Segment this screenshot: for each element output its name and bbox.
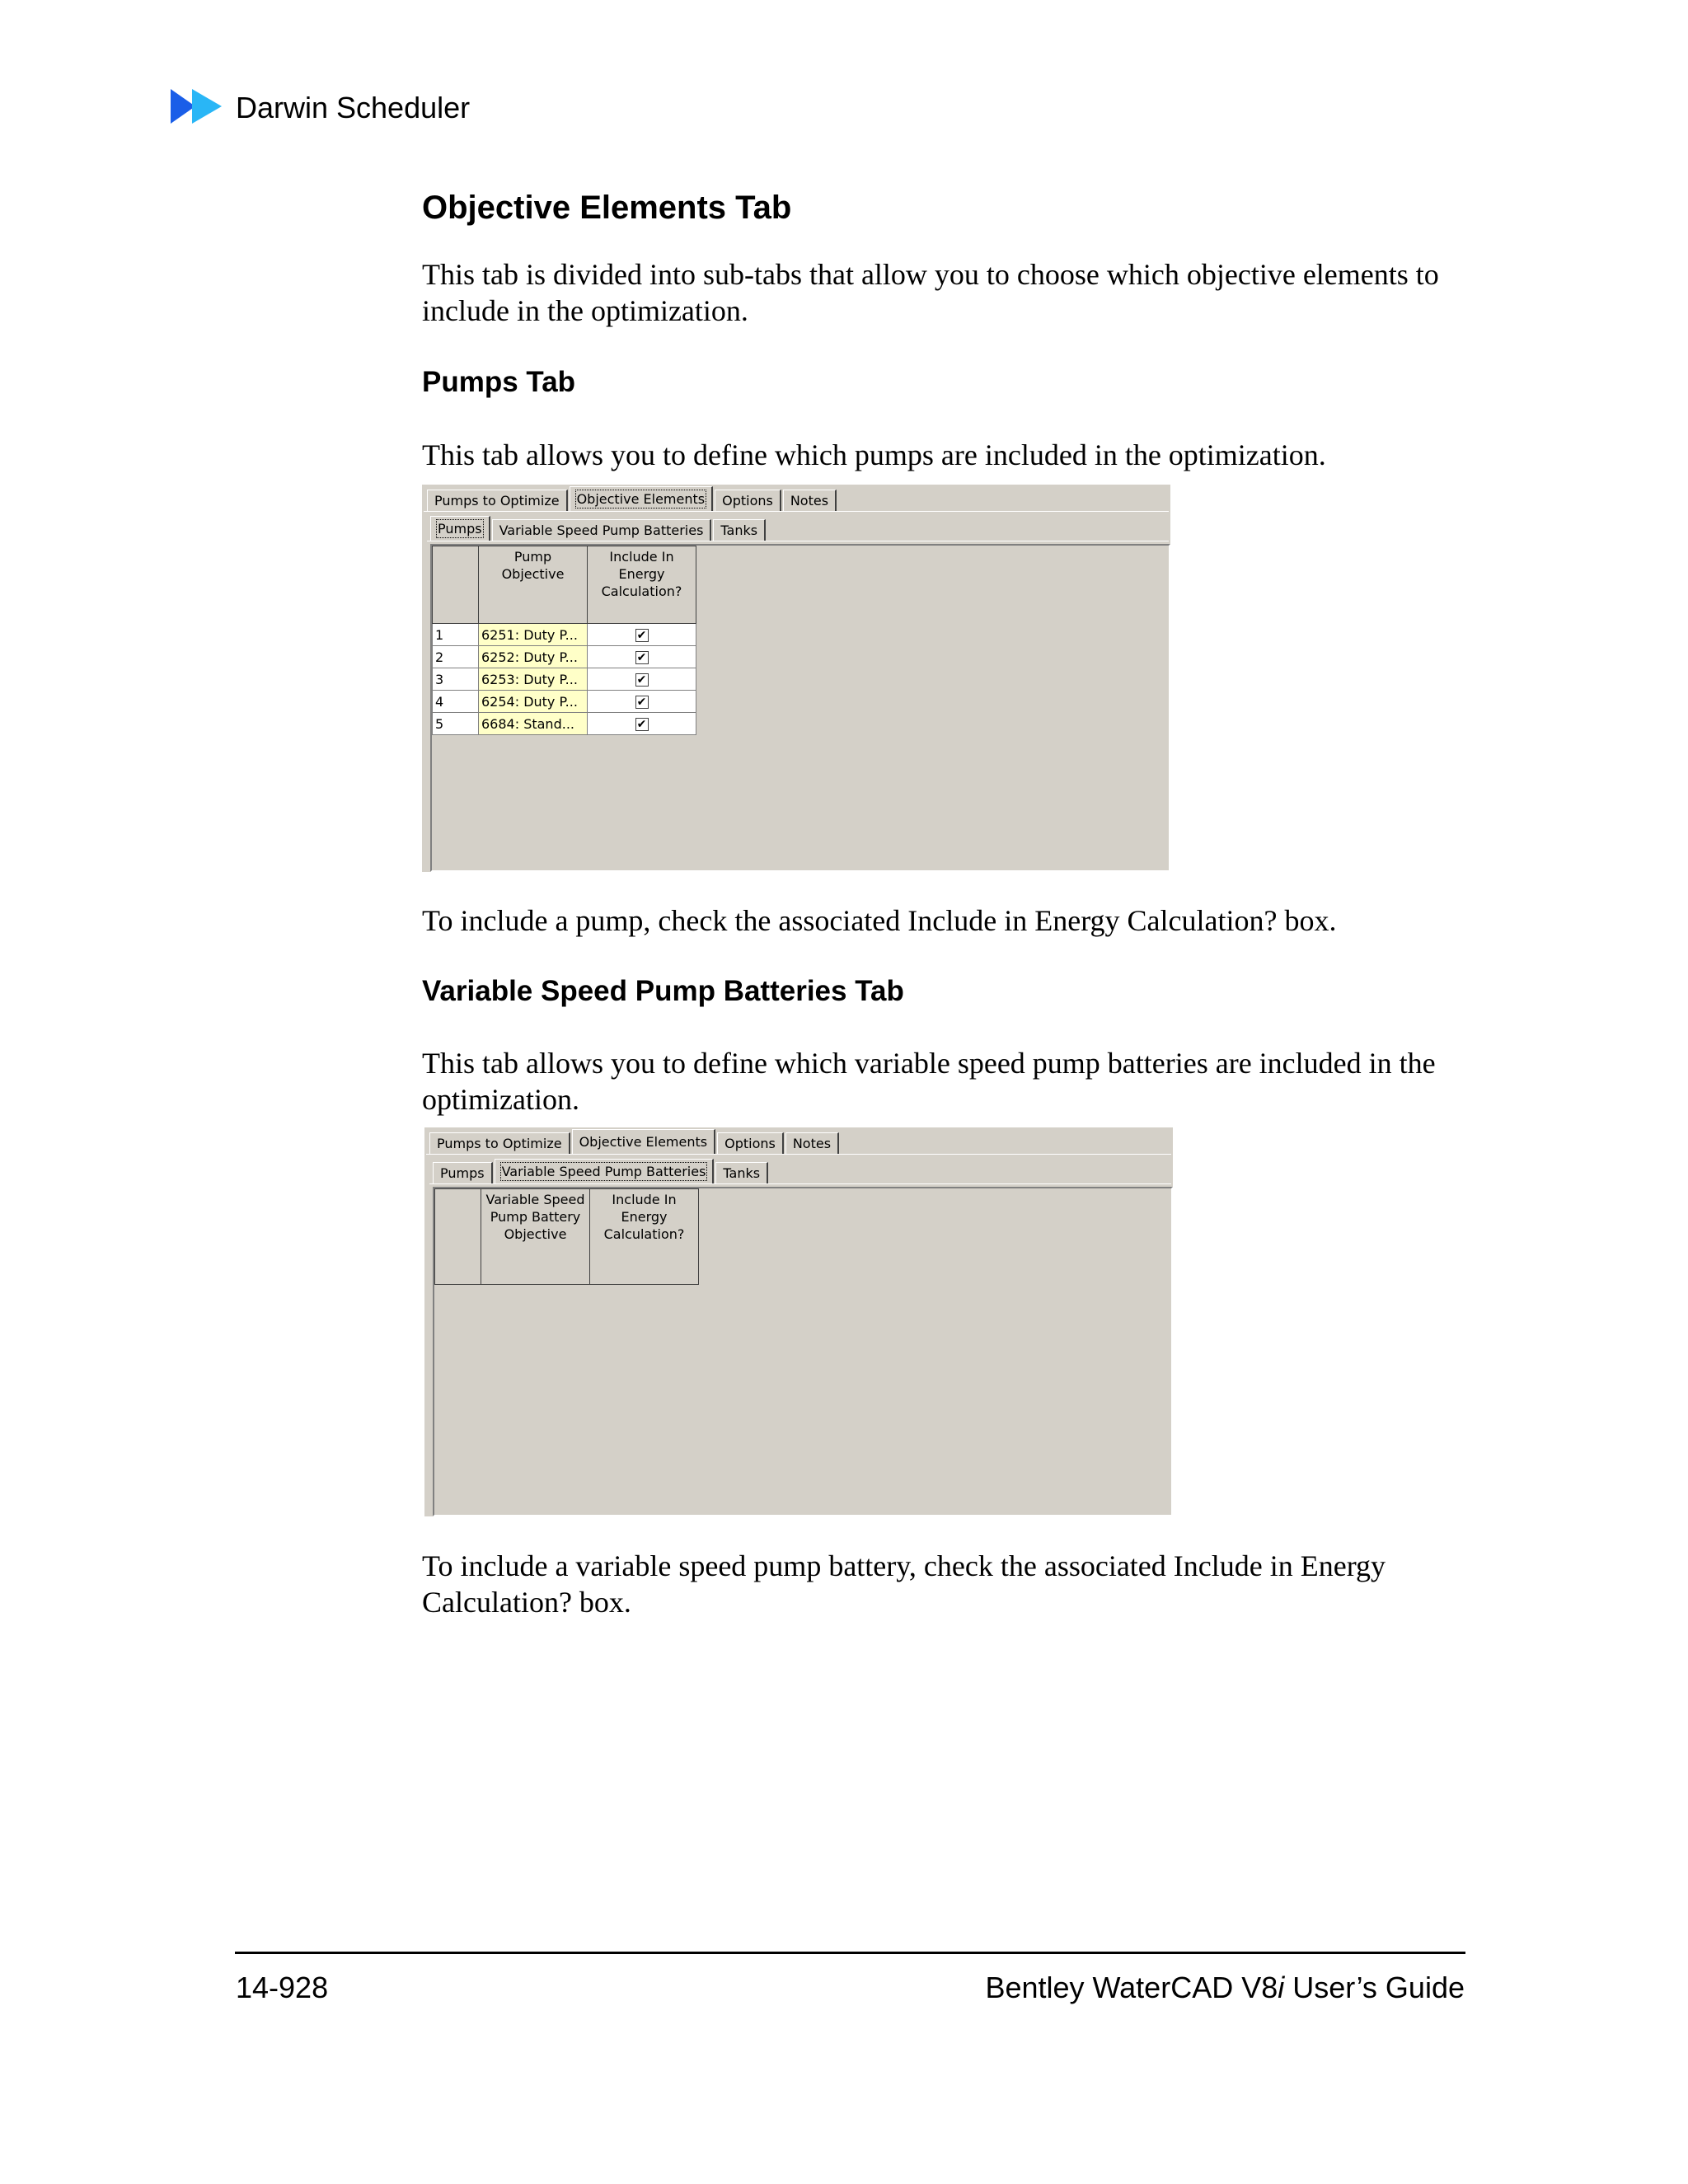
vspb-tab-caption <box>422 1548 1477 1620</box>
include-checkbox-cell[interactable] <box>588 646 696 668</box>
main-tab-strip <box>429 1129 841 1154</box>
checkbox[interactable]: ✔ <box>635 651 649 664</box>
table-row[interactable] <box>433 624 696 646</box>
column-header-pump-objective[interactable]: Pump Objective <box>479 546 588 624</box>
checkbox[interactable]: ✔ <box>635 718 649 731</box>
guide-title: Bentley WaterCAD V8i User’s Guide <box>985 1971 1465 2004</box>
tab-options[interactable]: Options <box>715 490 781 511</box>
section-heading: Objective Elements Tab <box>422 190 792 226</box>
intro-line-2: include in the optimization. <box>422 294 748 327</box>
row-number: 2 <box>433 646 479 668</box>
pumps-tab-heading: Pumps Tab <box>422 366 576 398</box>
row-number: 4 <box>433 691 479 713</box>
pumps-grid <box>432 546 696 735</box>
subtab-variable-speed-pump-batteries[interactable]: Variable Speed Pump Batteries <box>495 1159 715 1183</box>
table-row[interactable] <box>433 713 696 735</box>
row-number: 5 <box>433 713 479 735</box>
grid-panel <box>433 1187 1173 1516</box>
section-intro <box>422 256 1477 329</box>
pump-objective-cell[interactable]: 6254: Duty P... <box>479 691 588 713</box>
checkbox[interactable]: ✔ <box>635 629 649 642</box>
pump-objective-cell[interactable]: 6251: Duty P... <box>479 624 588 646</box>
column-header-include-in-energy[interactable]: Include In Energy Calculation? <box>588 546 696 624</box>
subtab-tanks[interactable]: Tanks <box>715 1162 768 1183</box>
header-title: Darwin Scheduler <box>236 91 471 124</box>
sub-tab-strip <box>433 1159 770 1183</box>
subtab-pumps[interactable]: Pumps <box>430 516 490 541</box>
subtab-pumps[interactable]: Pumps <box>433 1162 493 1183</box>
vspb-caption-line-1: To include a variable speed pump battery, check the associated Include in Energy <box>422 1549 1386 1582</box>
darwin-logo-icon <box>171 89 223 124</box>
include-checkbox-cell[interactable] <box>588 624 696 646</box>
vspb-grid <box>434 1188 699 1285</box>
grid-corner-header <box>433 546 479 624</box>
column-header-vspb-objective[interactable]: Variable Speed Pump Battery Objective <box>481 1189 590 1285</box>
table-row[interactable] <box>433 691 696 713</box>
checkbox[interactable]: ✔ <box>635 673 649 687</box>
tab-objective-elements[interactable]: Objective Elements <box>572 1129 716 1154</box>
main-tab-strip <box>427 486 838 511</box>
include-checkbox-cell[interactable] <box>588 691 696 713</box>
checkbox[interactable]: ✔ <box>635 696 649 709</box>
grid-panel <box>430 544 1170 872</box>
row-number: 1 <box>433 624 479 646</box>
table-row[interactable] <box>433 646 696 668</box>
pump-objective-cell[interactable]: 6253: Duty P... <box>479 668 588 691</box>
row-number: 3 <box>433 668 479 691</box>
vspb-caption-line-2: Calculation? box. <box>422 1586 631 1619</box>
subtab-tanks[interactable]: Tanks <box>713 519 766 541</box>
page-number: 14-928 <box>236 1971 329 2004</box>
tab-objective-elements[interactable]: Objective Elements <box>570 486 714 511</box>
tab-notes[interactable]: Notes <box>783 490 837 511</box>
column-header-include-in-energy[interactable]: Include In Energy Calculation? <box>590 1189 699 1285</box>
pump-objective-cell[interactable]: 6252: Duty P... <box>479 646 588 668</box>
include-checkbox-cell[interactable] <box>588 668 696 691</box>
vspb-description-line-2: optimization. <box>422 1083 579 1116</box>
vspb-tab-heading: Variable Speed Pump Batteries Tab <box>422 975 904 1007</box>
footer-divider <box>235 1952 1465 1954</box>
include-checkbox-cell[interactable] <box>588 713 696 735</box>
pumps-tab-caption: To include a pump, check the associated Include in Energy Calculation? box. <box>422 904 1337 937</box>
tab-notes[interactable]: Notes <box>785 1132 839 1154</box>
vspb-tab-description <box>422 1045 1477 1118</box>
grid-corner-header <box>435 1189 481 1285</box>
intro-line-1: This tab is divided into sub-tabs that allow you to choose which objective elements to <box>422 258 1439 291</box>
vspb-tab-screenshot <box>424 1127 1173 1516</box>
pumps-tab-screenshot <box>422 485 1170 872</box>
tab-options[interactable]: Options <box>717 1132 784 1154</box>
vspb-description-line-1: This tab allows you to define which variable speed pump batteries are included in the <box>422 1047 1436 1080</box>
subtab-variable-speed-pump-batteries[interactable]: Variable Speed Pump Batteries <box>492 519 712 541</box>
tab-pumps-to-optimize[interactable]: Pumps to Optimize <box>429 1132 570 1154</box>
pump-objective-cell[interactable]: 6684: Stand... <box>479 713 588 735</box>
table-row[interactable] <box>433 668 696 691</box>
tab-pumps-to-optimize[interactable]: Pumps to Optimize <box>427 490 568 511</box>
pumps-tab-description: This tab allows you to define which pumps are included in the optimization. <box>422 438 1326 471</box>
sub-tab-strip <box>430 516 767 541</box>
